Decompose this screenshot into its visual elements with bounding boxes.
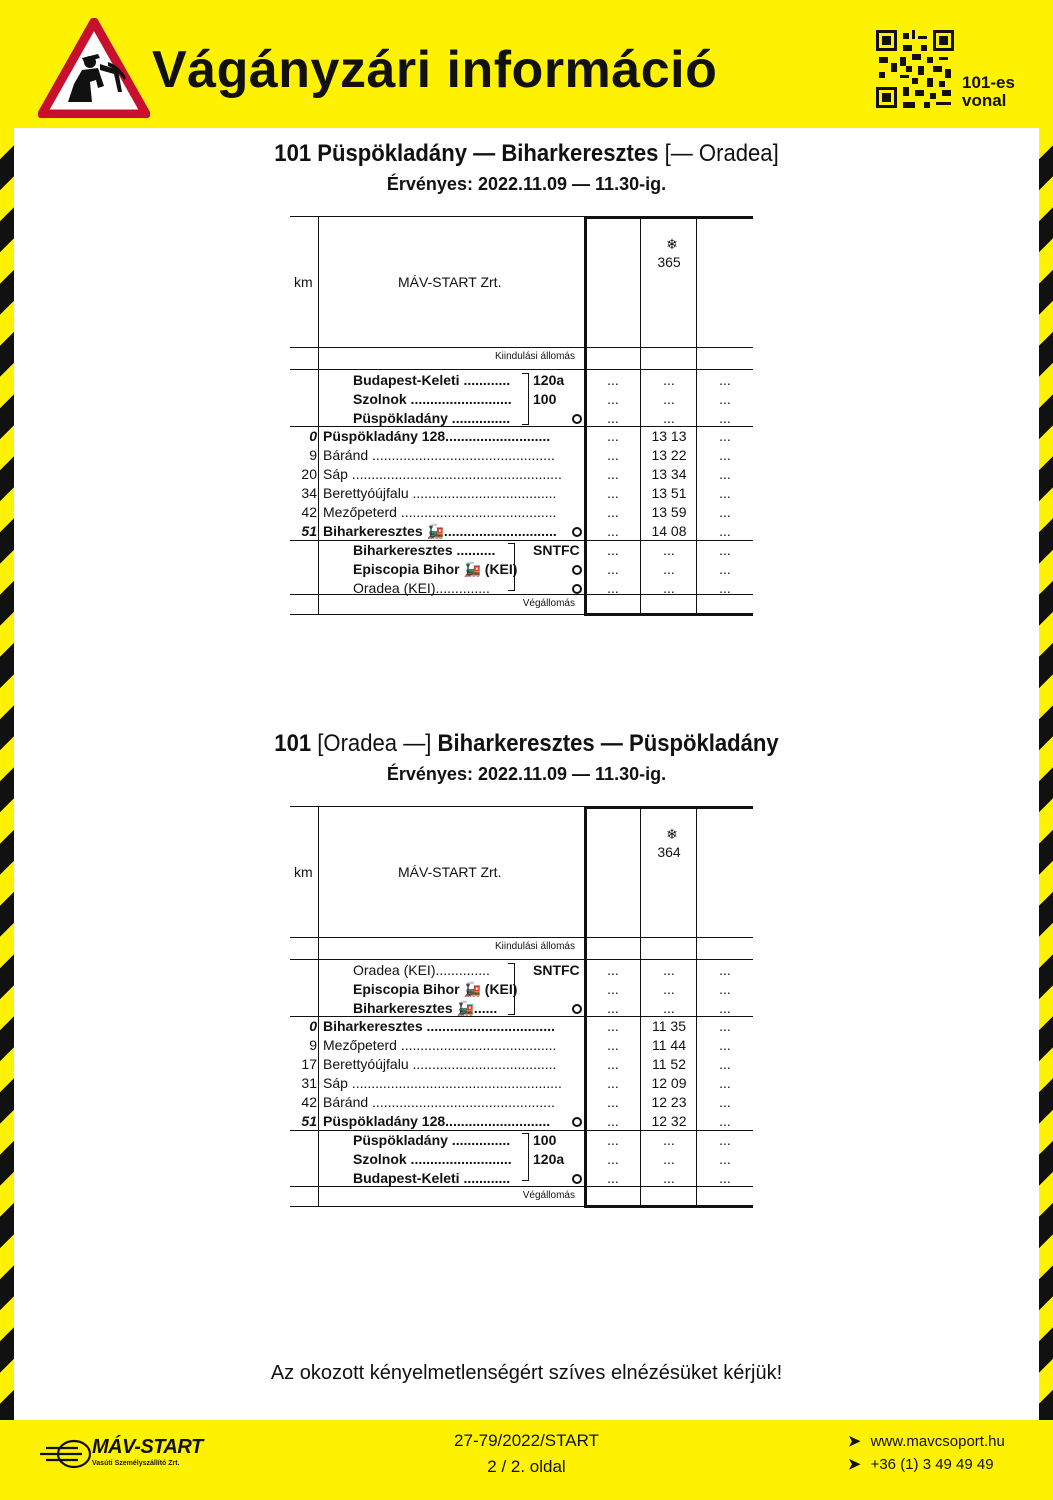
- section-1-validity: Érvényes: 2022.11.09 — 11.30-ig.: [386, 174, 667, 194]
- train-number: 365: [657, 254, 681, 270]
- time-cell: ...: [607, 447, 619, 463]
- stop-circle-icon: [572, 1117, 582, 1127]
- timetable-row: [290, 371, 753, 390]
- time-cell: ...: [719, 981, 731, 997]
- station-name: Püspökladány ...............: [353, 410, 511, 426]
- timetable-row: [290, 1036, 753, 1055]
- time-cell: 13 34: [651, 466, 687, 482]
- time-cell: ...: [719, 485, 731, 501]
- time-cell: ...: [607, 1094, 619, 1110]
- line-reference: SNTFC: [533, 962, 580, 978]
- time-cell: 12 23: [651, 1094, 687, 1110]
- time-cell: ...: [663, 981, 675, 997]
- station-name: Budapest-Keleti ............: [353, 1170, 511, 1186]
- time-cell: 13 22: [651, 447, 687, 463]
- station-name: Püspökladány 128...........................: [323, 428, 551, 444]
- time-cell: ...: [719, 1037, 731, 1053]
- km-value: 34: [301, 485, 317, 501]
- timetable-row: [290, 560, 753, 579]
- start-station-label: Kiindulási állomás: [494, 351, 575, 362]
- station-name: Báránd ...............................................: [323, 447, 555, 463]
- timetable-row: [290, 541, 753, 560]
- time-cell: ...: [719, 466, 731, 482]
- station-name: Biharkeresztes .................................: [323, 1018, 555, 1034]
- timetable-row: [290, 409, 753, 428]
- apology-text: Az okozott kényelmetlenségért szíves elnézésüket kérjük!: [270, 1362, 783, 1384]
- time-cell: ...: [607, 1170, 619, 1186]
- time-cell: ...: [663, 1151, 675, 1167]
- stop-circle-icon: [572, 414, 582, 424]
- time-cell: ...: [719, 1151, 731, 1167]
- time-cell: ...: [663, 542, 675, 558]
- timetable-2: [290, 806, 753, 1208]
- logo-subtitle: Vasúti Személyszállító Zrt.: [92, 1460, 180, 1467]
- km-value: 9: [309, 447, 317, 463]
- time-cell: ...: [607, 542, 619, 558]
- time-cell: ...: [607, 428, 619, 444]
- station-name: Püspökladány 128...........................: [323, 1113, 551, 1129]
- phone-text: +36 (1) 3 49 49 49: [870, 1456, 994, 1473]
- timetable-row: [290, 579, 753, 598]
- section-1-route: Püspökladány — Biharkeresztes: [317, 140, 659, 167]
- km-value: 17: [301, 1056, 317, 1072]
- timetable-row: [290, 465, 753, 484]
- km-value: 0: [309, 428, 317, 444]
- station-name: Episcopia Bihor 🚂 (KEI): [353, 561, 518, 577]
- station-name: Báránd ...............................................: [323, 1094, 555, 1110]
- km-value: 9: [309, 1037, 317, 1053]
- timetable-row: [290, 503, 753, 522]
- time-cell: ...: [719, 542, 731, 558]
- website-text: www.mavcsoport.hu: [870, 1433, 1005, 1450]
- timetable-row: [290, 446, 753, 465]
- section-2-line-number: 101: [274, 730, 312, 757]
- snowflake-icon: ❄: [666, 236, 678, 252]
- page-title: Vágányzári információ: [152, 41, 718, 99]
- time-cell: ...: [719, 504, 731, 520]
- time-cell: 13 59: [651, 504, 687, 520]
- time-cell: ...: [719, 1113, 731, 1129]
- document-number: 27-79/2022/START: [454, 1431, 599, 1450]
- time-cell: ...: [719, 561, 731, 577]
- stop-circle-icon: [572, 527, 582, 537]
- timetable-row: [290, 427, 753, 446]
- timetable-row: [290, 980, 753, 999]
- company-label: MÁV-START Zrt.: [398, 864, 502, 880]
- timetable-row: [290, 522, 753, 541]
- time-cell: 13 13: [651, 428, 687, 444]
- time-cell: ...: [663, 1170, 675, 1186]
- time-cell: ...: [607, 1018, 619, 1034]
- section-1-title: [42, 140, 1011, 168]
- line-label-word: vonal: [962, 91, 1007, 110]
- time-cell: ...: [607, 1037, 619, 1053]
- time-cell: ...: [663, 410, 675, 426]
- station-name: Budapest-Keleti ............: [353, 372, 511, 388]
- timetable-row: [290, 1112, 753, 1131]
- timetable-row: [290, 1017, 753, 1036]
- time-cell: ...: [719, 962, 731, 978]
- timetable-row: [290, 1169, 753, 1188]
- time-cell: ...: [719, 1132, 731, 1148]
- time-cell: 14 08: [651, 523, 687, 539]
- time-cell: ...: [607, 1151, 619, 1167]
- time-cell: 12 09: [651, 1075, 687, 1091]
- km-label: km: [294, 274, 313, 290]
- km-value: 0: [309, 1018, 317, 1034]
- km-label: km: [294, 864, 313, 880]
- time-cell: ...: [719, 1170, 731, 1186]
- timetable-row: [290, 1150, 753, 1169]
- time-cell: 13 51: [651, 485, 687, 501]
- time-cell: ...: [607, 962, 619, 978]
- station-name: Biharkeresztes 🚂......: [353, 1000, 498, 1016]
- time-cell: ...: [607, 1113, 619, 1129]
- phone-contact[interactable]: [848, 1455, 994, 1473]
- time-cell: ...: [719, 1075, 731, 1091]
- time-cell: 12 32: [651, 1113, 687, 1129]
- section-2-extension: [Oradea —]: [317, 730, 432, 757]
- time-cell: ...: [719, 523, 731, 539]
- time-cell: 11 52: [652, 1056, 686, 1072]
- line-label-number: 101-es: [962, 73, 1015, 92]
- km-value: 31: [301, 1075, 317, 1091]
- line-reference: SNTFC: [533, 542, 580, 558]
- time-cell: 11 35: [652, 1018, 686, 1034]
- snowflake-icon: ❄: [666, 826, 678, 842]
- timetable-row: [290, 999, 753, 1018]
- stop-circle-icon: [572, 565, 582, 575]
- line-reference: 100: [533, 1132, 557, 1148]
- time-cell: ...: [607, 410, 619, 426]
- time-cell: ...: [719, 447, 731, 463]
- time-cell: ...: [607, 391, 619, 407]
- section-1-extension: [— Oradea]: [664, 140, 779, 167]
- time-cell: ...: [719, 1018, 731, 1034]
- time-cell: ...: [607, 1000, 619, 1016]
- arrow-right-icon: ➤: [848, 1433, 861, 1450]
- time-cell: ...: [663, 580, 675, 596]
- station-name: Püspökladány ...............: [353, 1132, 511, 1148]
- line-reference: 120a: [533, 1151, 565, 1167]
- time-cell: 11 44: [652, 1037, 686, 1053]
- timetable-1: [290, 216, 753, 616]
- time-cell: ...: [607, 523, 619, 539]
- km-value: 51: [301, 1113, 317, 1129]
- time-cell: ...: [663, 962, 675, 978]
- station-name: Sáp ......................................................: [323, 1075, 562, 1091]
- station-name: Berettyóújfalu .....................................: [323, 485, 557, 501]
- time-cell: ...: [607, 372, 619, 388]
- time-cell: ...: [719, 372, 731, 388]
- km-value: 51: [301, 523, 317, 539]
- timetable-row: [290, 1074, 753, 1093]
- station-name: Mezőpeterd ........................................: [323, 504, 557, 520]
- time-cell: ...: [607, 485, 619, 501]
- time-cell: ...: [663, 561, 675, 577]
- time-cell: ...: [607, 504, 619, 520]
- station-name: Sáp ......................................................: [323, 466, 562, 482]
- line-reference: 120a: [533, 372, 565, 388]
- section-2-validity: Érvényes: 2022.11.09 — 11.30-ig.: [386, 764, 667, 784]
- time-cell: ...: [663, 372, 675, 388]
- time-cell: ...: [663, 391, 675, 407]
- timetable-row: [290, 484, 753, 503]
- end-station-label: Végállomás: [522, 598, 575, 609]
- time-cell: ...: [607, 561, 619, 577]
- section-1-line-number: 101: [274, 140, 312, 167]
- time-cell: ...: [663, 1000, 675, 1016]
- start-station-label: Kiindulási állomás: [494, 941, 575, 952]
- station-name: Szolnok ..........................: [353, 391, 512, 407]
- time-cell: ...: [663, 1132, 675, 1148]
- section-2-route: Biharkeresztes — Püspökladány: [437, 730, 779, 757]
- stop-circle-icon: [572, 1174, 582, 1184]
- time-cell: ...: [607, 1075, 619, 1091]
- km-value: 42: [301, 1094, 317, 1110]
- end-station-label: Végállomás: [522, 1190, 575, 1201]
- logo-name: MÁV-START: [92, 1436, 203, 1458]
- time-cell: ...: [719, 410, 731, 426]
- time-cell: ...: [719, 1000, 731, 1016]
- time-cell: ...: [719, 580, 731, 596]
- website-link[interactable]: [848, 1432, 1005, 1450]
- station-name: Biharkeresztes ..........: [353, 542, 496, 558]
- line-label: [962, 74, 1015, 110]
- time-cell: ...: [607, 981, 619, 997]
- stop-circle-icon: [572, 584, 582, 594]
- timetable-row: [290, 1131, 753, 1150]
- stop-circle-icon: [572, 1004, 582, 1014]
- station-name: Berettyóújfalu .....................................: [323, 1056, 557, 1072]
- time-cell: ...: [719, 391, 731, 407]
- km-value: 42: [301, 504, 317, 520]
- qr-code-icon[interactable]: [876, 30, 954, 108]
- time-cell: ...: [607, 1056, 619, 1072]
- time-cell: ...: [719, 428, 731, 444]
- station-name: Oradea (KEI)..............: [353, 580, 490, 596]
- time-cell: ...: [607, 580, 619, 596]
- station-name: Biharkeresztes 🚂.............................: [323, 523, 557, 539]
- arrow-right-icon: ➤: [848, 1456, 861, 1473]
- train-number: 364: [657, 844, 681, 860]
- timetable-row: [290, 961, 753, 980]
- time-cell: ...: [719, 1056, 731, 1072]
- station-name: Oradea (KEI)..............: [353, 962, 490, 978]
- timetable-row: [290, 1055, 753, 1074]
- timetable-row: [290, 1093, 753, 1112]
- time-cell: ...: [607, 1132, 619, 1148]
- company-label: MÁV-START Zrt.: [398, 274, 502, 290]
- station-name: Mezőpeterd ........................................: [323, 1037, 557, 1053]
- station-name: Episcopia Bihor 🚂 (KEI): [353, 981, 518, 997]
- station-name: Szolnok ..........................: [353, 1151, 512, 1167]
- line-reference: 100: [533, 391, 557, 407]
- page-number: 2 / 2. oldal: [487, 1457, 566, 1476]
- worker-warning-sign-icon: [38, 18, 150, 118]
- time-cell: ...: [719, 1094, 731, 1110]
- time-cell: ...: [607, 466, 619, 482]
- section-2-title: [42, 730, 1011, 758]
- timetable-row: [290, 390, 753, 409]
- km-value: 20: [301, 466, 317, 482]
